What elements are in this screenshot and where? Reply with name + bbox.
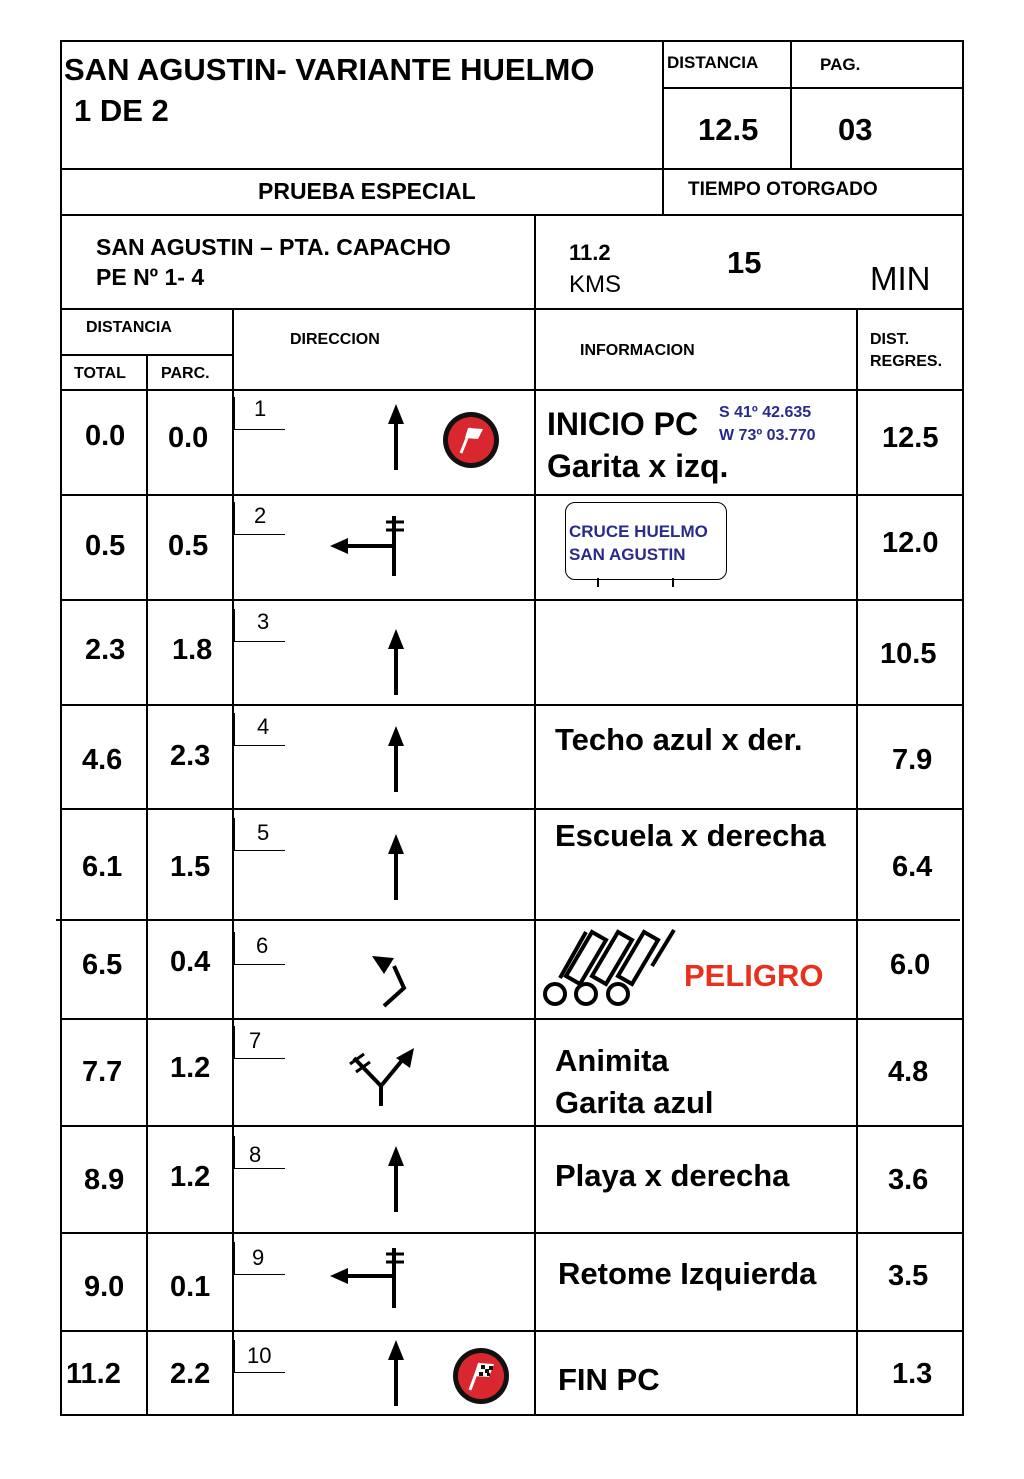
- straight-arrow-icon: [384, 1146, 408, 1216]
- remaining-distance: 3.5: [888, 1260, 929, 1292]
- divider: [146, 354, 148, 1416]
- total-distance: 2.3: [85, 634, 126, 666]
- step-number: 3: [257, 609, 270, 634]
- remaining-distance: 7.9: [892, 744, 933, 776]
- divider: [534, 214, 536, 310]
- time-allowed-value: 15: [727, 245, 762, 280]
- step-number: 4: [257, 714, 270, 739]
- info-text-2: Garita azul: [555, 1085, 714, 1120]
- partial-distance: 2.3: [170, 740, 211, 772]
- row-divider: [60, 1232, 964, 1234]
- divider: [60, 214, 964, 216]
- stage-length-value: 11.2: [569, 240, 611, 265]
- partial-distance: 1.2: [170, 1161, 211, 1193]
- col-remaining-header-2: REGRES.: [870, 353, 943, 370]
- route-title: SAN AGUSTIN- VARIANTE HUELMO: [64, 52, 595, 87]
- border-left: [60, 40, 62, 1416]
- partial-distance: 0.5: [168, 530, 209, 562]
- info-text: Playa x derecha: [555, 1158, 790, 1193]
- col-information-header: INFORMACION: [580, 342, 695, 359]
- partial-distance: 1.8: [172, 634, 213, 666]
- start-flag-icon: [442, 411, 500, 469]
- col-distance-header: DISTANCIA: [86, 319, 172, 336]
- info-text: FIN PC: [558, 1362, 660, 1397]
- total-distance: 6.5: [82, 949, 123, 981]
- step-number: 5: [257, 820, 270, 845]
- sign-post: [672, 578, 674, 587]
- partial-distance: 2.2: [170, 1358, 211, 1390]
- remaining-distance: 6.0: [890, 949, 931, 981]
- gps-latitude: S 41º 42.635: [719, 404, 812, 421]
- remaining-distance: 12.5: [882, 422, 939, 454]
- info-text: Escuela x derecha: [555, 818, 826, 853]
- partial-distance: 1.5: [170, 851, 211, 883]
- straight-arrow-icon: [384, 726, 408, 796]
- time-allowed-label: TIEMPO OTORGADO: [688, 179, 878, 200]
- remaining-distance: 3.6: [888, 1164, 929, 1196]
- divider: [60, 308, 964, 310]
- total-distance-value: 12.5: [698, 112, 759, 147]
- divider: [60, 168, 964, 170]
- col-remaining-header: DIST.: [870, 331, 910, 348]
- stage-number: PE Nº 1- 4: [96, 264, 205, 290]
- row-divider: [60, 599, 964, 601]
- straight-arrow-icon: [384, 629, 408, 699]
- row-divider: [60, 704, 964, 706]
- info-text: Retome Izquierda: [558, 1256, 817, 1291]
- partial-distance: 0.0: [168, 422, 209, 454]
- info-text: Animita: [555, 1043, 669, 1078]
- total-distance: 8.9: [84, 1164, 125, 1196]
- divider: [60, 389, 964, 391]
- border-right: [962, 40, 964, 1416]
- danger-label: PELIGRO: [684, 958, 824, 993]
- partial-distance: 1.2: [170, 1052, 211, 1084]
- partial-distance: 0.4: [170, 946, 211, 978]
- straight-arrow-icon: [384, 1340, 408, 1410]
- remaining-distance: 4.8: [888, 1056, 929, 1088]
- info-text: INICIO PC: [547, 406, 699, 442]
- stage-length-unit: KMS: [569, 271, 622, 298]
- keep-right-at-fork-icon: [346, 1046, 416, 1108]
- col-total-header: TOTAL: [74, 365, 126, 382]
- divider: [662, 40, 664, 216]
- info-text: Techo azul x der.: [555, 722, 803, 757]
- step-number: 7: [249, 1028, 262, 1053]
- info-text-2: Garita x izq.: [547, 448, 729, 484]
- partial-distance: 0.1: [170, 1271, 211, 1303]
- remaining-distance: 12.0: [882, 527, 939, 559]
- step-number: 9: [252, 1245, 265, 1270]
- col-direction-header: DIRECCION: [290, 331, 380, 348]
- total-distance: 9.0: [84, 1271, 125, 1303]
- sign-post: [597, 578, 599, 587]
- straight-arrow-icon: [384, 404, 408, 474]
- stage-type-label: PRUEBA ESPECIAL: [258, 178, 476, 204]
- left-turn-at-crossroad-icon: [328, 1244, 408, 1310]
- sharp-left-bend-icon: [370, 950, 410, 1010]
- row-divider: [60, 1018, 964, 1020]
- remaining-distance: 10.5: [880, 638, 937, 670]
- divider: [790, 40, 792, 170]
- time-allowed-unit: MIN: [870, 260, 931, 297]
- divider: [856, 308, 858, 1416]
- sign-text-2: SAN AGUSTIN: [569, 545, 686, 564]
- total-distance: 4.6: [82, 744, 123, 776]
- route-subtitle: 1 DE 2: [74, 93, 169, 128]
- step-number: 8: [249, 1142, 262, 1167]
- row-divider: [60, 1330, 964, 1332]
- remaining-distance: 6.4: [892, 851, 933, 883]
- sign-text: CRUCE HUELMO: [569, 522, 708, 541]
- row-divider: [60, 1125, 964, 1127]
- total-distance: 11.2: [66, 1358, 121, 1390]
- total-distance: 0.0: [85, 420, 126, 452]
- divider: [534, 308, 536, 1416]
- gps-longitude: W 73º 03.770: [719, 427, 816, 444]
- total-distance: 0.5: [85, 530, 126, 562]
- total-distance: 7.7: [82, 1056, 123, 1088]
- straight-arrow-icon: [384, 834, 408, 904]
- distance-label: DISTANCIA: [667, 53, 759, 72]
- total-distance: 6.1: [82, 851, 123, 883]
- finish-flag-icon: [452, 1347, 510, 1405]
- step-number: 1: [254, 396, 267, 421]
- step-number: 6: [256, 933, 269, 958]
- step-number: 2: [254, 503, 267, 528]
- page-label: PAG.: [820, 55, 861, 74]
- danger-bumps-icon: [540, 918, 680, 1010]
- col-partial-header: PARC.: [161, 365, 210, 382]
- road-sign: [565, 502, 727, 580]
- row-divider: [60, 494, 964, 496]
- border-top: [60, 40, 964, 42]
- row-divider: [56, 919, 960, 921]
- step-number: 10: [247, 1343, 272, 1368]
- border-bottom: [60, 1414, 964, 1416]
- divider: [662, 87, 964, 89]
- left-turn-at-crossroad-icon: [328, 512, 408, 578]
- row-divider: [60, 808, 964, 810]
- remaining-distance: 1.3: [892, 1358, 933, 1390]
- page-number: 03: [838, 112, 873, 147]
- stage-name: SAN AGUSTIN – PTA. CAPACHO: [96, 234, 451, 260]
